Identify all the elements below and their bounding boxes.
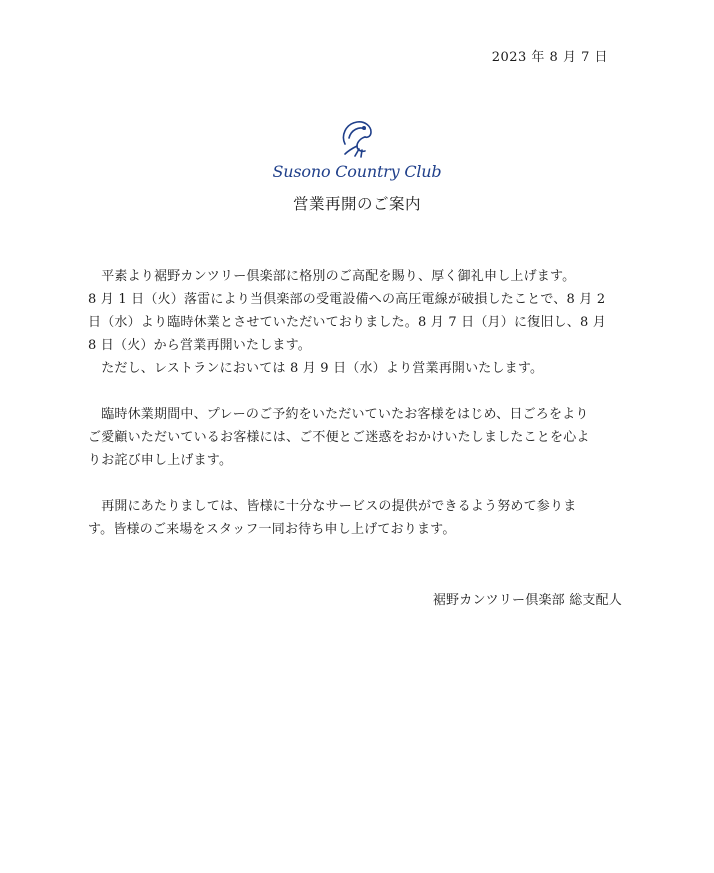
body-line: 8 月 1 日（火）落雷により当倶楽部の受電設備への高圧電線が破損したことで、8 月 2: [88, 292, 606, 307]
body-line: 日（水）より臨時休業とさせていただいておりました。8 月 7 日（月）に復旧し、8 月: [88, 315, 606, 330]
page-title: 営業再開のご案内: [292, 195, 421, 213]
document-body: [88, 265, 628, 541]
logo-wordmark: Susono Country Club: [272, 162, 442, 181]
body-line: 平素より裾野カンツリー倶楽部に格別のご高配を賜り、厚く御礼申し上げます。: [88, 269, 576, 284]
body-line: 臨時休業期間中、プレーのご予約をいただいていたお客様をはじめ、日ごろをより: [88, 407, 589, 422]
body-line: りお詫び申し上げます。: [88, 453, 233, 468]
body-line: ただし、レストランにおいては 8 月 9 日（水）より営業再開いたします。: [88, 361, 544, 376]
document-date: 2023 年 8 月 7 日: [491, 50, 608, 65]
club-logo: [0, 116, 714, 181]
body-line: 8 日（火）から営業再開いたします。: [88, 338, 311, 353]
bird-logo-icon: [335, 116, 379, 160]
body-line: す。皆様のご来場をスタッフ一同お待ち申し上げております。: [88, 522, 456, 537]
body-line: 再開にあたりましては、皆様に十分なサービスの提供ができるよう努めて参りま: [88, 499, 577, 514]
paragraph-gap: [88, 380, 628, 403]
paragraph-gap: [88, 472, 628, 495]
body-line: ご愛顧いただいているお客様には、ご不便とご迷惑をおかけいたしましたことを心よ: [88, 430, 590, 445]
signature: 裾野カンツリー倶楽部 総支配人: [432, 593, 622, 608]
